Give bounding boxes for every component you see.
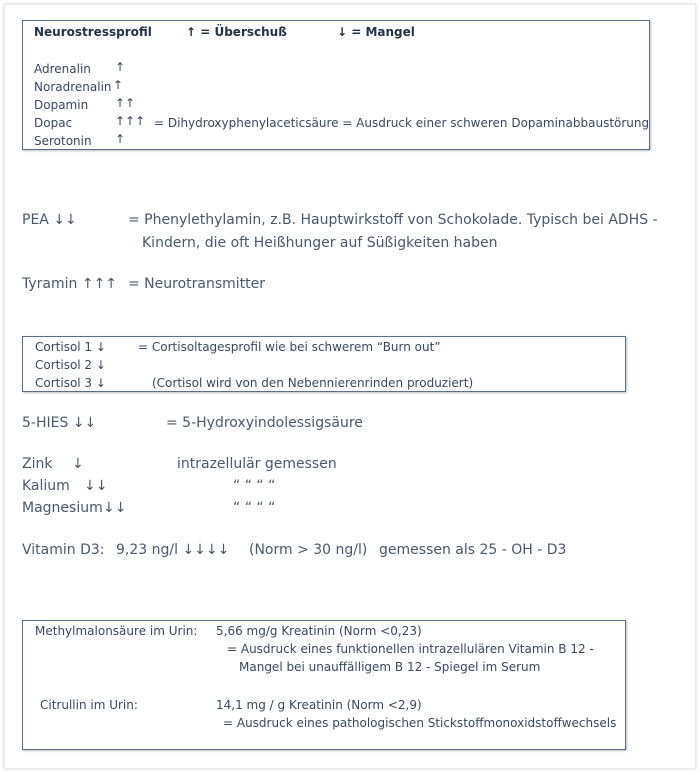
row-name: Noradrenalin xyxy=(34,80,112,94)
mma-note-line1: = Ausdruck eines funktionellen intrazellulären Vitamin B 12 - xyxy=(227,642,594,656)
dopac-note: = Dihydroxyphenylaceticsäure = Ausdruck einer schweren Dopaminabbaustörung xyxy=(154,116,650,130)
vitamin-method: gemessen als 25 - OH - D3 xyxy=(379,542,567,558)
mineral-name: Zink xyxy=(22,456,53,472)
mineral-arrows: ↓ xyxy=(72,456,84,472)
citrullin-value: 14,1 mg / g Kreatinin (Norm <2,9) xyxy=(216,698,422,712)
mineral-note: “ “ “ “ xyxy=(233,478,276,494)
row-name: Adrenalin xyxy=(34,62,91,76)
citrullin-note: = Ausdruck eines pathologischen Stickstoffmonoxidstoffwechsels xyxy=(223,716,617,730)
tyramin-label: Tyramin ↑↑↑ xyxy=(22,276,118,292)
cortisol-note: (Cortisol wird von den Nebennierenrinden produziert) xyxy=(152,376,474,390)
cortisol-row: Cortisol 3 ↓ xyxy=(35,376,106,390)
row-arrows: ↑ xyxy=(115,60,126,74)
neurostress-title: Neurostressprofil xyxy=(34,25,152,39)
row-name: Serotonin xyxy=(34,134,92,148)
pea-desc-line2: Kindern, die oft Heißhunger auf Süßigkeiten haben xyxy=(142,235,498,251)
cortisol-row: Cortisol 2 ↓ xyxy=(35,358,106,372)
tyramin-desc: = Neurotransmitter xyxy=(128,276,266,292)
cortisol-row: Cortisol 1 ↓ xyxy=(35,340,106,354)
mineral-name: Kalium xyxy=(22,478,70,494)
mma-label: Methylmalonsäure im Urin: xyxy=(35,624,198,638)
row-arrows: ↑ xyxy=(115,132,126,146)
row-arrows: ↑↑↑ xyxy=(115,114,146,128)
pea-desc-line1: = Phenylethylamin, z.B. Hauptwirkstoff von Schokolade. Typisch bei ADHS - xyxy=(128,212,658,228)
legend-down: ↓ = Mangel xyxy=(337,25,415,39)
vitamin-norm: (Norm > 30 ng/l) xyxy=(249,542,368,558)
neurostress-box xyxy=(22,20,650,150)
urine-box xyxy=(22,620,626,750)
mineral-name: Magnesium xyxy=(22,500,103,516)
mma-note-line2: Mangel bei unauffälligem B 12 - Spiegel im Serum xyxy=(239,660,541,674)
mineral-note: intrazellulär gemessen xyxy=(177,456,337,472)
vitamin-label: Vitamin D3: xyxy=(22,542,105,558)
mma-value: 5,66 mg/g Kreatinin (Norm <0,23) xyxy=(216,624,422,638)
row-arrows: ↑↑ xyxy=(115,96,136,110)
row-arrows: ↑ xyxy=(113,78,124,92)
mineral-note: “ “ “ “ xyxy=(233,500,276,516)
mineral-arrows: ↓↓ xyxy=(84,478,108,494)
vitamin-value: 9,23 ng/l ↓↓↓↓ xyxy=(116,542,230,558)
cortisol-note: = Cortisoltagesprofil wie bei schwerem “Burn out” xyxy=(138,340,441,354)
legend-up: ↑ = Überschuß xyxy=(186,25,287,39)
pea-label: PEA ↓↓ xyxy=(22,212,77,228)
mineral-arrows: ↓↓ xyxy=(103,500,127,516)
row-name: Dopamin xyxy=(34,98,89,112)
cortisol-box xyxy=(22,336,626,392)
row-name: Dopac xyxy=(34,116,73,130)
citrullin-label: Citrullin im Urin: xyxy=(40,698,138,712)
hies-desc: = 5-Hydroxyindolessigsäure xyxy=(166,415,363,431)
hies-label: 5-HIES ↓↓ xyxy=(22,415,97,431)
